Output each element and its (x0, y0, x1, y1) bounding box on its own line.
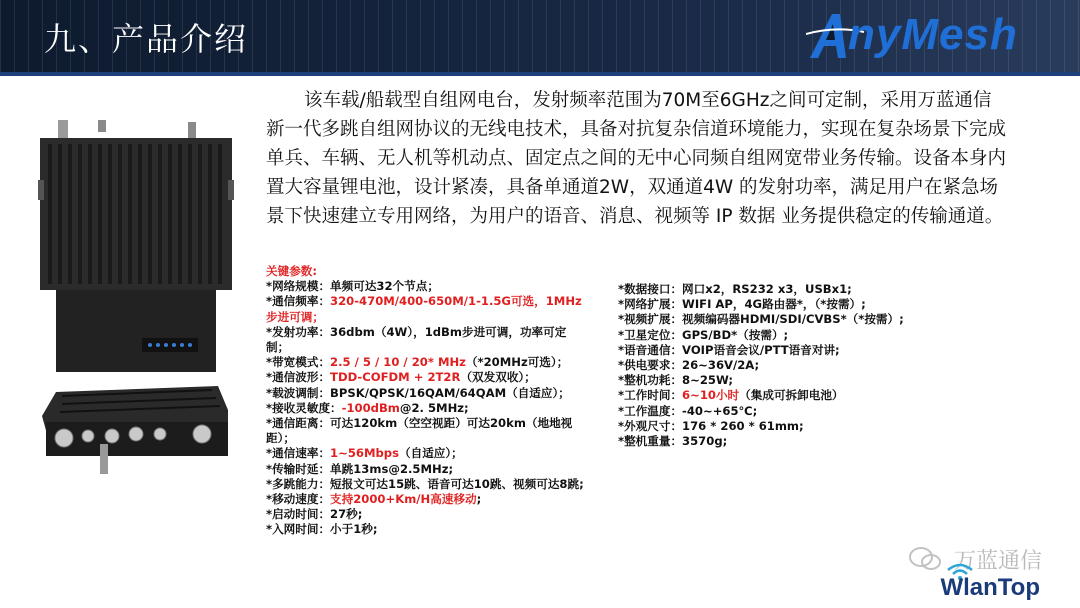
param-item (266, 416, 586, 446)
param-label: *移动速度： (266, 492, 331, 507)
param-label: *网络规模： (266, 279, 331, 294)
param-label: *通信频率： (266, 294, 331, 309)
param-item (266, 279, 586, 294)
param-item (266, 325, 586, 355)
param-item (266, 507, 586, 522)
param-value: 小于1秒; (330, 522, 378, 537)
param-value: GPS/BD*（按需）; (682, 327, 789, 342)
param-item (618, 419, 948, 434)
param-value: （自适应）； (399, 446, 463, 461)
param-value: （双发双收）； (460, 370, 536, 385)
params-heading: 关键参数: (266, 264, 318, 278)
param-item (618, 404, 948, 419)
param-value: BPSK/QPSK/16QAM/64QAM（自适应）； (330, 385, 570, 400)
param-value: 36dbm（4W），1dBm步进可调，功率可定制； (266, 324, 567, 355)
intro-paragraph (266, 86, 1006, 231)
param-label: *整机重量： (618, 434, 683, 449)
param-item (266, 492, 586, 507)
param-label: *发射功率： (266, 324, 331, 339)
device-front-image (38, 120, 234, 374)
param-label: *卫星定位： (618, 327, 683, 342)
param-label: *载波调制： (266, 385, 331, 400)
anymesh-logo (806, 6, 1066, 66)
param-label: *整机功耗： (618, 373, 683, 388)
param-label: *通信距离： (266, 416, 331, 431)
params-left-list (266, 279, 586, 537)
param-value: 176 * 260 * 61mm; (682, 418, 804, 433)
param-item (618, 312, 948, 327)
param-highlight: 6~10小时 (682, 388, 740, 403)
param-item (618, 358, 948, 373)
param-item (266, 522, 586, 537)
param-value: （集成可拆卸电池） (739, 388, 844, 403)
param-value: -40~+65℃; (682, 403, 758, 418)
intro-text: 该车载/船载型自组网电台，发射频率范围为70M至6GHz之间可定制，采用万蓝通信新一代多跳自组网协议的无线电技术，具备对抗复杂信道环境能力，实现在复杂场景下完成单兵、车辆、无人机等机动点、固定点之间的无中心同频自组网宽带业务传输。设备本身内置大容量锂电池，设计紧凑，具备单通道2W，双通道4W 的发射功率，满足用户在紧急场景下快速建立专用网络，为用户的语音、消息、视频等 IP 数据 业务提供稳定的传输通道。 (266, 90, 1007, 227)
param-item (618, 343, 948, 358)
param-highlight: 2.5 / 5 / 10 / 20* MHz (330, 355, 466, 370)
param-item (266, 401, 586, 416)
param-label: *工作时间： (618, 388, 683, 403)
param-value: 视频编码器HDMI/SDI/CVBS*（*按需）; (682, 312, 904, 327)
param-value: 可达120km（空空视距）可达20km（地地视距）； (266, 416, 573, 446)
param-label: *带宽模式： (266, 355, 331, 370)
param-value: VOIP语音会议/PTT语音对讲; (682, 342, 840, 357)
param-item (618, 388, 948, 403)
param-item (618, 434, 948, 449)
param-value: 3570g; (682, 434, 728, 449)
param-item (266, 370, 586, 385)
param-label: *语音通信： (618, 342, 683, 357)
param-item (266, 462, 586, 477)
params-left-column (266, 264, 586, 538)
param-value: 单跳13ms@2.5MHz; (330, 461, 454, 476)
param-highlight: TDD-COFDM + 2T2R (330, 370, 461, 385)
param-item (266, 446, 586, 461)
param-label: *通信速率： (266, 446, 331, 461)
param-item (266, 477, 586, 492)
param-item (618, 297, 948, 312)
param-value: 短报文可达15跳、语音可达10跳、视频可达8跳; (330, 476, 584, 491)
param-value: 单频可达32个节点； (330, 279, 439, 294)
params-right-list (618, 282, 948, 449)
wechat-watermark: 万蓝通信 (953, 549, 1042, 574)
param-item (618, 282, 948, 297)
param-highlight: -100dBm (341, 400, 400, 415)
param-value: WIFI AP，4G路由器*，（*按需）; (682, 297, 866, 312)
param-label: *通信波形： (266, 370, 331, 385)
param-value: （*20MHz可选）； (465, 355, 569, 370)
param-highlight: 320-470M/400-650M/1-1.5G可选，1MHz步进可调； (266, 294, 582, 324)
param-label: *网络扩展： (618, 297, 683, 312)
header-banner (0, 0, 1080, 72)
param-label: *多跳能力： (266, 476, 331, 491)
param-label: *数据接口： (618, 282, 683, 296)
param-label: *启动时间： (266, 507, 331, 522)
param-label: *视频扩展： (618, 312, 683, 327)
param-value: 网口x2，RS232 x3，USBx1; (682, 282, 852, 296)
param-item (618, 328, 948, 343)
param-value: 8~25W; (682, 373, 734, 388)
param-value: ; (476, 492, 482, 507)
param-highlight: 支持2000+Km/H高速移动 (330, 492, 477, 507)
param-label: *工作温度： (618, 403, 683, 418)
param-label: *传输时延： (266, 461, 331, 476)
param-item (266, 355, 586, 370)
params-right-column (618, 282, 948, 449)
param-item (266, 294, 586, 324)
wlantop-logo: WlanTop (940, 574, 1040, 601)
param-label: *入网时间： (266, 522, 331, 537)
param-item (618, 373, 948, 388)
param-label: *供电要求： (618, 358, 683, 373)
page-title: 九、产品介绍 (44, 20, 249, 58)
param-label: *接收灵敏度： (266, 400, 342, 415)
param-value: 27秒; (330, 507, 363, 522)
wechat-icon (908, 546, 942, 572)
logo-wordmark: nyMesh (848, 10, 1018, 59)
param-value: 26~36V/2A; (682, 358, 760, 373)
param-item (266, 386, 586, 401)
param-value: @2. 5MHz; (399, 400, 469, 415)
param-label: *外观尺寸： (618, 418, 683, 433)
param-highlight: 1~56Mbps (330, 446, 399, 461)
header-divider (0, 72, 1080, 76)
device-connector-image (42, 382, 228, 476)
